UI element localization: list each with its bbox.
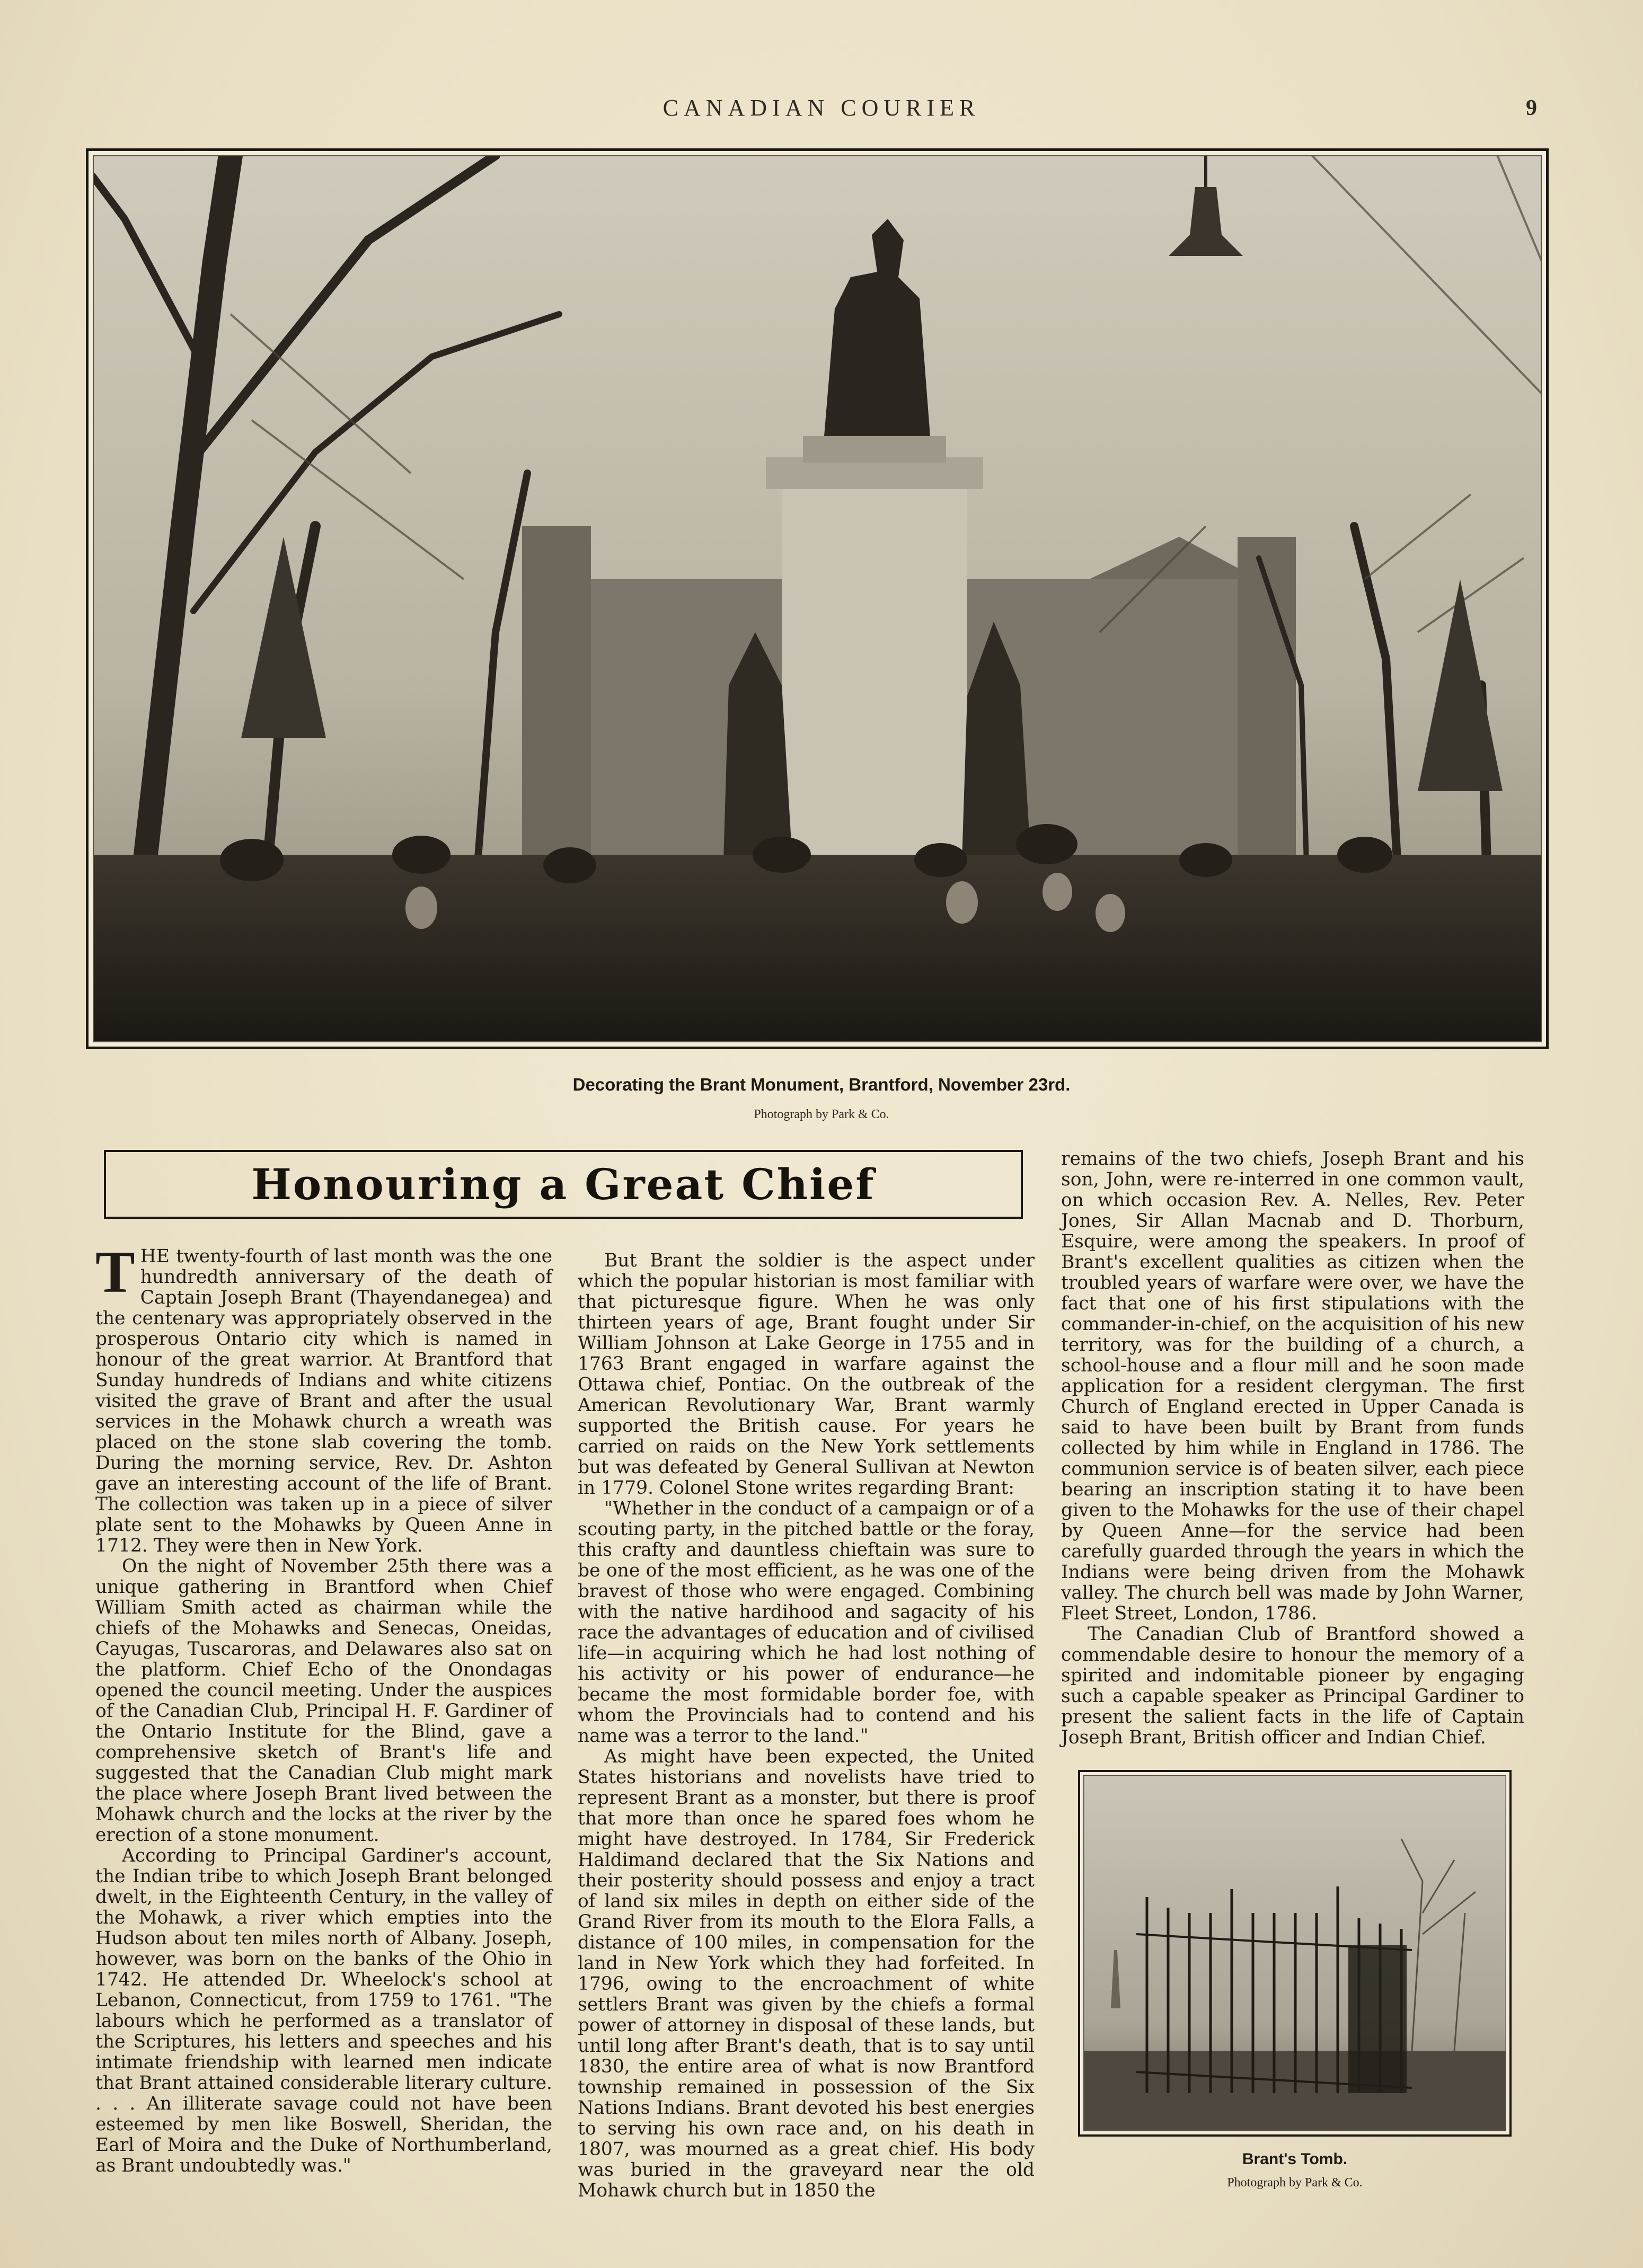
article-column-2 [578,1251,1035,2201]
article-paragraph: According to Principal Gardiner's account, the Indian tribe to which Joseph Brant belonged dwelt, in the Eighteenth Century, in the valley of the Mohawk, a river which empties into the Hudson about ten miles north of Albany. Joseph, however, was born on the banks of the Ohio in 1742. He attended Dr. Wheelock's school at Lebanon, Connecticut, from 1759 to 1761. "The labours which he performed as a translator of the Scriptures, his letters and speeches and his intimate friendship with learned men indicate that Brant attained considerable literary culture. . . . An illiterate savage could not have been esteemed by men like Boswell, Sheridan, the Earl of Moira and the Duke of Northumberland, as Brant undoubtedly was." [95,1845,552,2176]
article-paragraph: As might have been expected, the United States historians and novelists have tried to represent Brant as a monster, but there is proof that more than once he spared foes whom he might have destroyed. In 1784, Sir Frederick Haldimand declared that the Six Nations and their posterity should possess and enjoy a tract of land six miles in depth on either side of the Grand River from its mouth to the Elora Falls, a distance of 100 miles, in compensation for the land in New York which they had forfeited. In 1796, owing to the encroachment of white settlers Brant was given by the chiefs a formal power of attorney in disposal of these lands, but until long after Brant's death, that is to say until 1830, the entire area of what is now Brantford township remained in possession of the Six Nations Indians. Brant devoted his best energies to serving his own race and, on his death in 1807, was mourned as a great chief. His body was buried in the graveyard near the old Mohawk church but in 1850 the [578,1746,1035,2201]
tomb-photo-credit: Photograph by Park & Co. [1227,2176,1363,2190]
article-paragraph: On the night of November 25th there was a unique gathering in Brantford when Chief William Smith acted as chairman while the chiefs of the Mohawks and Senecas, Oneidas, Cayugas, Tuscaroras, and Delawares also sat on the platform. Chief Echo of the Onondagas opened the council meeting. Under the auspices of the Canadian Club, Principal H. F. Gardiner of the Ontario Institute for the Blind, gave a comprehensive sketch of Brant's life and suggested that the Canadian Club might mark the place where Joseph Brant lived between the Mohawk church and the locks at the river by the erection of a stone monument. [95,1556,552,1846]
drop-cap: T [95,1239,135,1305]
brant-tomb-photo [1078,1770,1512,2137]
article-paragraph: remains of the two chiefs, Joseph Brant and his son, John, were re-interred in one common vault, on which occasion Rev. A. Nelles, Rev. Peter Jones, Sir Allan Macnab and D. Thorburn, Esquire, were among the speakers. In proof of Brant's excellent qualities as citizen when the troubled years of warfare were over, we have the fact that one of his first stipulations with the commander-in-chief, on the acquisition of his new territory, was for the building of a church, a school-house and a flour mill and he soon made application for a resident clergyman. The first Church of England erected in Upper Canada is said to have been built by Brant from funds collected by him while in England in 1786. The communion service is of beaten silver, each piece bearing an inscription stating it to have been given to the Mohawks for the use of their chapel by Queen Anne—for the service had been carefully guarded through the years in which the Indians were being driven from the Mohawk valley. The church bell was made by John Warner, Fleet Street, London, 1786. [1061,1148,1524,1624]
article-column-1 [95,1239,552,2176]
main-photo-credit: Photograph by Park & Co. [754,1108,889,1121]
article-column-3 [1061,1149,1524,1748]
article-quote: "Whether in the conduct of a campaign or of a scouting party, in the pitched battle or the foray, this crafty and dauntless chieftain was sure to be one of the most efficient, as he was one of the bravest of those who were engaged. Combining with the native hardihood and sagacity of his race the advantages of education and of civilised life—in acquiring which he had lost nothing of his activity or his power of endurance—he became the most formidable border foe, with whom the Provincials had to contend and his name was a terror to the land." [578,1498,1035,1747]
headline-box [104,1150,1023,1219]
main-photo-caption: Decorating the Brant Monument, Brantford, November 23rd. [572,1075,1071,1094]
paragraph-text: HE twenty-fourth of last month was the one hundredth anniversary of the death of Captain Joseph Brant (Thayendanegea) and the centenary was appropriately observed in the prosperous Ontario city which is named in honour of the great warrior. At Brantford that Sunday hundreds of Indians and white citizens visited the grave of Brant and after the usual services in the Mohawk church a wreath was placed on the stone slab covering the tomb. During the morning service, Rev. Dr. Ashton gave an interesting account of the life of Brant. The collection was taken up in a piece of silver plate sent to the Mohawks by Queen Anne in 1712. They were then in New York. [95,1246,552,1556]
brant-monument-photo [86,148,1549,1049]
page-number: 9 [1526,96,1537,120]
tomb-photo-caption: Brant's Tomb. [1242,2150,1348,2168]
article-paragraph: But Brant the soldier is the aspect under which the popular historian is most familiar with that picturesque figure. When he was only thirteen years of age, Brant fought under Sir William Johnson at Lake George in 1755 and in 1763 Brant engaged in warfare against the Ottawa chief, Pontiac. On the outbreak of the American Revolutionary War, Brant warmly supported the British cause. For years he carried on raids on the New York settlements but was defeated by General Sullivan at Newton in 1779. Colonel Stone writes regarding Brant: [578,1250,1035,1499]
article-paragraph [95,1239,552,1556]
article-headline: Honouring a Great Chief [251,1159,876,1209]
article-paragraph: The Canadian Club of Brantford showed a commendable desire to honour the memory of a spirited and indomitable pioneer by engaging such a capable speaker as Principal Gardiner to present the salient facts in the life of Captain Joseph Brant, British officer and Indian Chief. [1061,1624,1524,1748]
tomb-photo-image [1083,1775,1506,2131]
monument-photo-image [93,155,1542,1042]
running-head: CANADIAN COURIER [662,95,980,121]
